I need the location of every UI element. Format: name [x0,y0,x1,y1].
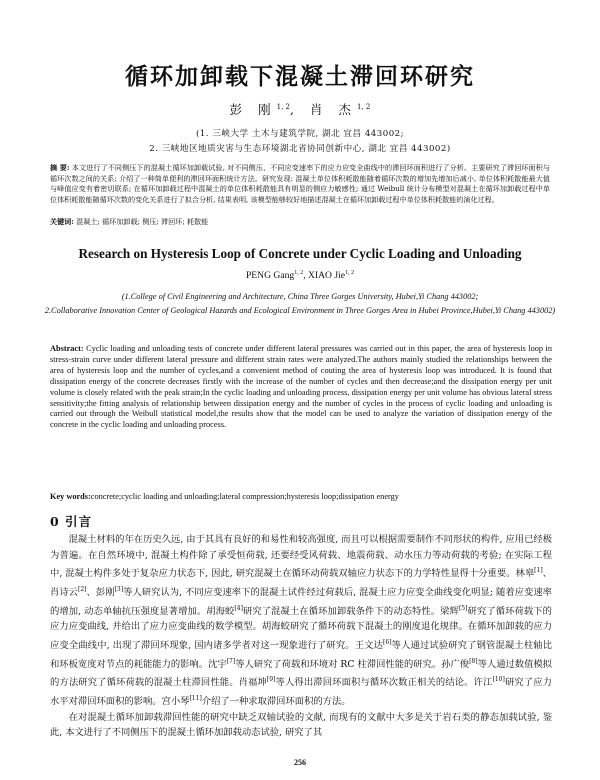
citation-ref: [4] [234,604,243,612]
chinese-author-1-affil: 1, 2 [276,102,291,111]
english-abstract [50,344,552,431]
text-run: 、彭刚 [86,586,115,598]
introduction-body [50,532,552,741]
text-run: 研究了循环荷载下的应力应变曲线, 并给出了应力应变曲线的数学模型。胡海蛟研究了循环荷载下混凝土的刚度退化规律。在循环加卸载的应力应变全曲线中, 出现了滞回环现象, 国内诸多学者对这一现象进行了研究。王文达 [50,605,552,651]
text-run: 混凝土材料的年在历史久远, 由于其具有良好的和易性和较高强度, 而且可以根据需要制作不同形状的构件, 应用已经极为普遍。在自然环境中, 混凝土构件除了承受恒荷载, 还要经受风荷载、地震荷载、动水压力等动荷载的考验; 在实际工程中, 混凝土构件多处于复杂应力状态下, 因此, 研究混凝土在循环动荷载双轴应力状态下的力学特性显得十分重要。林皋 [50,534,552,580]
chinese-keywords-label: 关键词: [50,217,74,226]
author-separator: , [290,102,300,117]
citation-ref: [8] [469,657,478,665]
text-run: 等人得出滞回环面积与循环次数正相关的结论。许江 [275,677,493,689]
chinese-authors [0,100,600,118]
english-abstract-text: Cyclic loading and unloading tests of concrete under different lateral pressures was carried out in this paper, the area of hysteresis loop in stress-strain curve under different lateral pressure and different strain rates were analyzed.The authors mainly studied the relationships between the area of hysteresis loop and the number of cycles,and a convenient method of couting the area of hysteresis loop was introduced. It is found that dissipation energy of the concrete decreases firstly with the increase of the number of cycles and then decrease;and the dissipation energy per unit volume is closely related with the peak strain;In the cyclic loading and unloading process, dissipation energy per unit volume has obvious lateral stress sensitivity;the fitting analysis of relationship between dissipation energy and the number of cycles in the process of cyclic loading and unloading is carried out through the Weibull statistical model,the results show that the model can be used to analyze the variation of dissipation energy of the concrete in the cyclic loading and unloading process. [50,344,552,430]
chinese-affiliation-2: 2. 三峡地区地质灾害与生态环境湖北省协同创新中心, 湖北 宜昌 443002) [149,144,451,154]
citation-ref: [11] [189,694,202,702]
section-heading-introduction: 0 引言 [50,514,93,529]
citation-ref: [10] [492,676,505,684]
chinese-affiliation-1: (1. 三峡大学 土木与建筑学院, 湖北 宜昌 443002; [195,129,405,139]
text-run: 等人通过数值模拟的方法研究了循环荷载的混凝土柱滞回性能。肖福坤 [50,658,552,689]
text-run: 、肖诗云 [50,568,552,598]
english-keywords-text: concrete;cyclic loading and unloading;lateral compression;hysteresis loop;dissipation energy [90,492,399,501]
text-run: 研究了应力水平对滞回环面积的影响。宫小琴 [50,677,552,707]
english-author-2: XIAO Jie [307,270,346,282]
english-author-2-affil: 1, 2 [345,270,355,276]
english-abstract-label: Abstract: [50,344,84,353]
text-run: 研究了混凝土在循环加卸载条件下的动态特性。梁辉 [242,605,459,617]
citation-ref: [5] [458,604,468,612]
text-run: 等人研究了荷载和环境对 RC 柱滞回性能的研究。孙广俊 [235,658,470,670]
english-authors [0,270,600,281]
citation-ref: [9] [266,676,276,684]
english-affiliation-2: 2.Collaborative Innovation Center of Geological Hazards and Ecological Environment in Three Gorges Area in Hubei Province,Hubei,Yi Chang 443002) [44,306,556,315]
chinese-author-2-affil: 1, 2 [356,102,371,111]
chinese-keywords [50,217,550,227]
text-run: 等人研究认为, 不同应变速率下的混凝土试件经过荷载后, 混凝土应力应变全曲线变化明显; 随着应变速率的增加, 动态单轴抗压强度显著增加。胡海蛟 [50,586,552,617]
page-number: 256 [294,758,306,767]
chinese-author-1: 彭 刚 [229,102,277,117]
english-keywords [50,492,552,502]
chinese-keywords-text: 混凝土; 循环加卸载; 侧压; 滞回环; 耗散能 [76,217,209,226]
english-author-1-affil: 1, 2 [294,270,304,276]
english-author-1: PENG Gang [245,270,295,282]
english-keywords-label: Key words: [50,492,91,501]
chinese-abstract [50,163,550,205]
citation-ref: [6] [383,638,392,646]
introduction-paragraph-2: 在对混凝土循环加卸载滞回性能的研究中缺乏双轴试验的文献, 而现有的文献中大多是关于岩石类的静态加载试验, 鉴此, 本文进行了不同侧压下的混凝土循环加卸载动态试验, 研究了其 [50,711,552,739]
english-title: Research on Hysteresis Loop of Concrete under Cyclic Loading and Unloading [78,246,522,261]
text-run: 介绍了一种求取滞回环面积的方法。 [201,696,351,707]
english-affiliation-1: (1.College of Civil Engineering and Architecture, China Three Gorges University, Hubei,Yi Chang 443002; [121,292,479,301]
citation-ref: [7] [226,657,236,665]
chinese-abstract-text: 本文进行了不同侧压下的混凝土循环加卸载试验, 对不同侧压、不同应变速率下的应力应变全曲线中的滞回环面积进行了分析。主要研究了滞回环面积与循环次数之间的关系; 介绍了一种简单便利的滞回环面积统计方法。研究发现: 混凝土单位体积耗散能随着循环次数的增加先增加后减小, 单位体积耗散能最大值与峰值应变有着密切联系; 在循环加卸载过程中混凝土的单位体积耗散能具有明显的侧应力敏感性; 通过 Weibull 统计分布模型对混凝土在循环加卸载过程中单位体积耗散能随循环次数的变化关系进行了拟合分析, 结果表明, 该模型能够较好地描述混凝土在循环加卸载过程中单位体积耗散能的演化过程。 [50,163,550,204]
citation-ref: [2] [78,585,87,593]
text-run: 等人通过试验研究了钢管混凝土柱轴比和环板宽度对节点的耗能能力的影响。沈宇 [50,639,552,670]
english-author-separator: , [303,270,308,282]
citation-ref: [3] [114,585,124,593]
chinese-abstract-label: 摘 要: [50,163,70,172]
citation-ref: [1] [534,567,543,575]
chinese-author-2: 肖 杰 [309,102,357,117]
chinese-title: 循环加卸载下混凝土滞回环研究 [125,63,475,90]
introduction-paragraph-1 [50,532,552,710]
